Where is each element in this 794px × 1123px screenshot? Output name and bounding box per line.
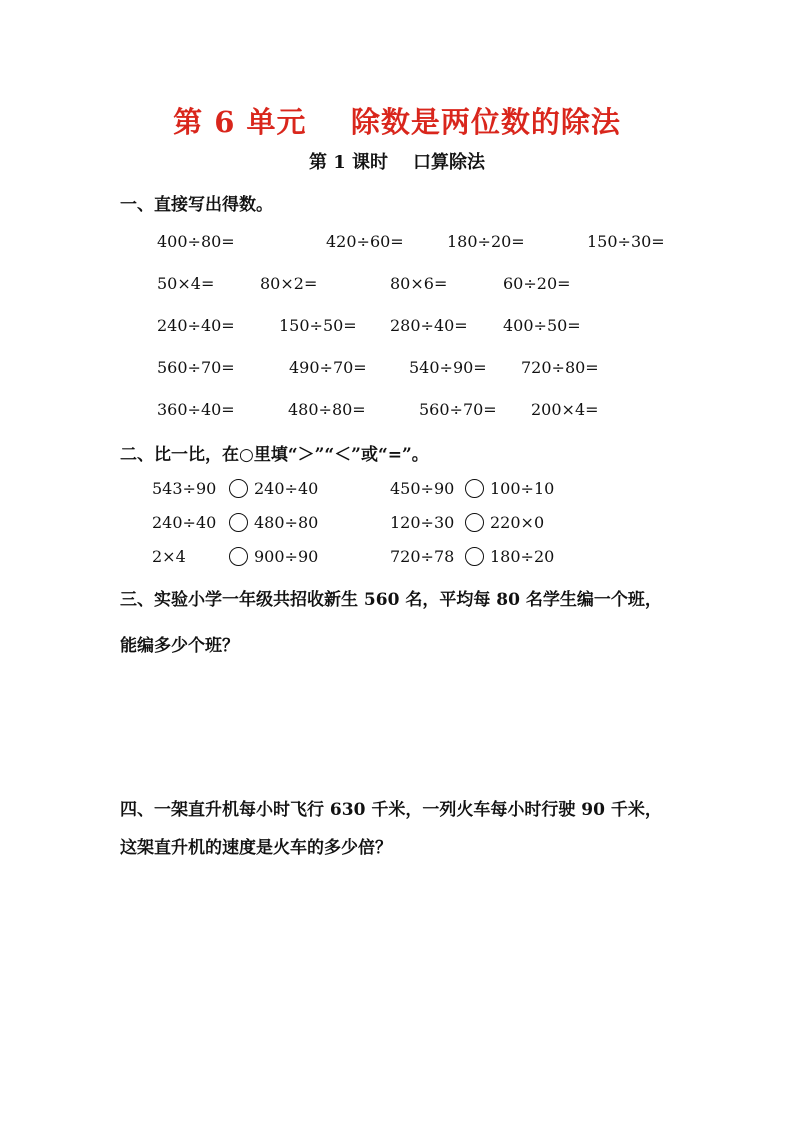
compare-left: 720÷78 <box>390 547 455 566</box>
answer-circle[interactable] <box>465 479 484 498</box>
equation-row-2 <box>0 274 794 300</box>
equation: 240÷40= <box>157 316 235 335</box>
equation: 80×6= <box>390 274 448 293</box>
compare-right: 100÷10 <box>490 479 555 498</box>
compare-left: 543÷90 <box>152 479 217 498</box>
section-1-heading: 一、直接写出得数。 <box>120 195 273 215</box>
compare-left: 2×4 <box>152 547 186 566</box>
section-4-line-1: 四、一架直升机每小时飞行 630 千米，一列火车每小时行驶 90 千米， <box>120 800 662 820</box>
equation-row-5 <box>0 400 794 426</box>
compare-row-1 <box>0 479 794 505</box>
compare-right: 480÷80 <box>254 513 319 532</box>
section-3-line-2: 能编多少个班？ <box>120 636 239 656</box>
equation: 200×4= <box>531 400 599 419</box>
compare-left: 240÷40 <box>152 513 217 532</box>
equation: 720÷80= <box>521 358 599 377</box>
section-3-line-1: 三、实验小学一年级共招收新生 560 名，平均每 80 名学生编一个班， <box>120 590 662 610</box>
equation: 420÷60= <box>326 232 404 251</box>
section-4-line-2: 这架直升机的速度是火车的多少倍？ <box>120 838 392 858</box>
equation: 60÷20= <box>503 274 571 293</box>
equation: 150÷50= <box>279 316 357 335</box>
compare-row-2 <box>0 513 794 539</box>
lesson-subtitle: 第 1 课时 口算除法 <box>308 152 486 173</box>
answer-circle[interactable] <box>229 479 248 498</box>
compare-right: 240÷40 <box>254 479 319 498</box>
section-2-heading: 二、比一比，在○里填“＞”“＜”或“=”。 <box>120 445 429 465</box>
answer-circle[interactable] <box>465 513 484 532</box>
equation: 540÷90= <box>409 358 487 377</box>
compare-right: 220×0 <box>490 513 545 532</box>
compare-left: 450÷90 <box>390 479 455 498</box>
equation-row-1 <box>0 232 794 258</box>
equation: 280÷40= <box>390 316 468 335</box>
equation: 150÷30= <box>587 232 665 251</box>
compare-right: 180÷20 <box>490 547 555 566</box>
compare-left: 120÷30 <box>390 513 455 532</box>
equation: 80×2= <box>260 274 318 293</box>
equation: 50×4= <box>157 274 215 293</box>
compare-row-3 <box>0 547 794 573</box>
equation: 560÷70= <box>157 358 235 377</box>
equation: 490÷70= <box>289 358 367 377</box>
equation: 560÷70= <box>419 400 497 419</box>
equation: 400÷50= <box>503 316 581 335</box>
equation-row-4 <box>0 358 794 384</box>
unit-title: 第 6 单元 除数是两位数的除法 <box>173 105 621 139</box>
answer-circle[interactable] <box>229 513 248 532</box>
equation: 480÷80= <box>288 400 366 419</box>
equation: 400÷80= <box>157 232 235 251</box>
equation: 180÷20= <box>447 232 525 251</box>
equation: 360÷40= <box>157 400 235 419</box>
compare-right: 900÷90 <box>254 547 319 566</box>
equation-row-3 <box>0 316 794 342</box>
answer-circle[interactable] <box>229 547 248 566</box>
answer-circle[interactable] <box>465 547 484 566</box>
